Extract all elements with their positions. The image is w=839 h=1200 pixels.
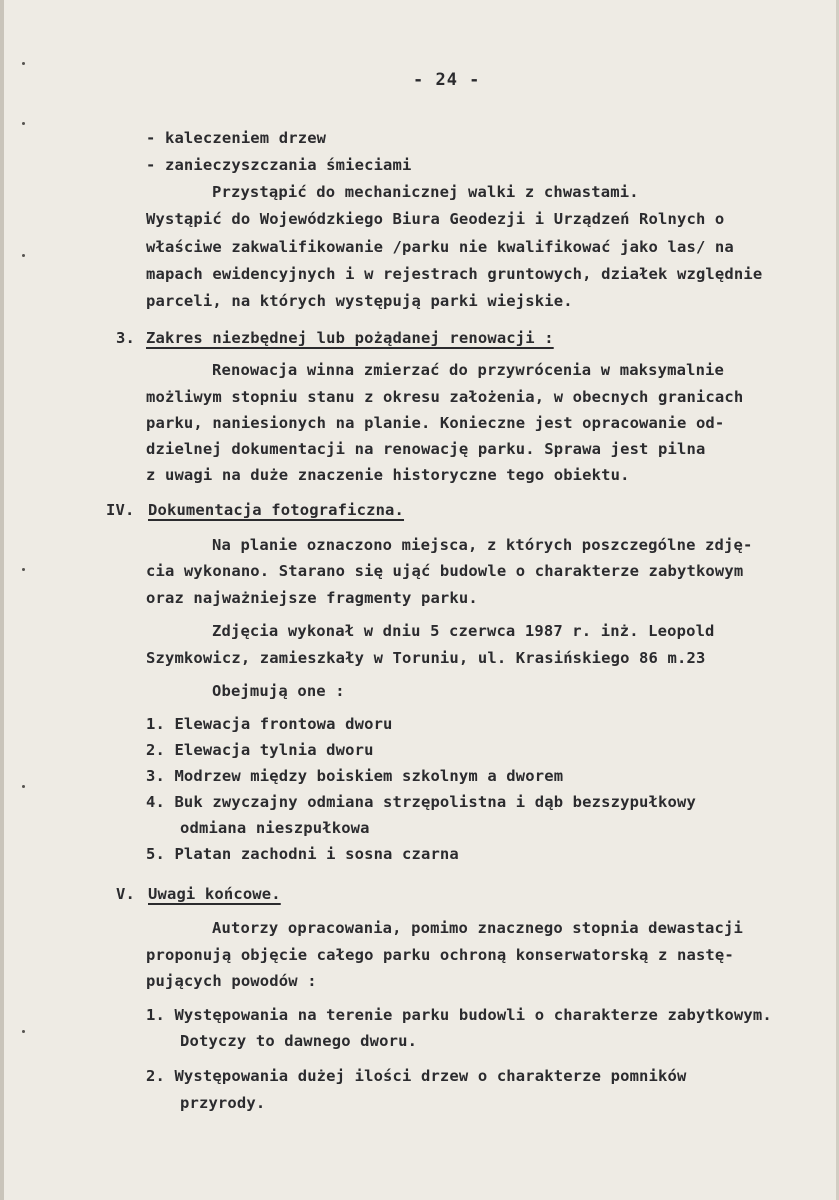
paragraph-line: pujących powodów : xyxy=(146,972,317,990)
list-item: 1. Występowania na terenie parku budowli o charakterze zabytkowym. xyxy=(146,1006,772,1024)
section-heading: Dokumentacja fotograficzna. xyxy=(148,501,405,519)
binding-hole-mark xyxy=(22,62,25,65)
binding-hole-mark xyxy=(22,568,25,571)
list-item: 3. Modrzew między boiskiem szkolnym a dworem xyxy=(146,767,564,785)
binding-hole-mark xyxy=(22,1030,25,1033)
section-heading: Uwagi końcowe. xyxy=(148,885,281,903)
paragraph-line: parceli, na których występują parki wiejskie. xyxy=(146,292,573,310)
binding-hole-mark xyxy=(22,122,25,125)
list-item-continuation: Dotyczy to dawnego dworu. xyxy=(180,1032,418,1050)
section-number: 3. xyxy=(116,329,135,347)
list-item: 4. Buk zwyczajny odmiana strzępolistna i dąb bezszypułkowy xyxy=(146,793,696,811)
page-number: - 24 - xyxy=(413,70,481,90)
paragraph-line: Szymkowicz, zamieszkały w Toruniu, ul. Krasińskiego 86 m.23 xyxy=(146,649,706,667)
section-number: V. xyxy=(116,885,135,903)
list-item: 2. Elewacja tylnia dworu xyxy=(146,741,374,759)
paragraph-line: Zdjęcia wykonał w dniu 5 czerwca 1987 r. inż. Leopold xyxy=(212,622,715,640)
list-item: 2. Występowania dużej ilości drzew o charakterze pomników xyxy=(146,1067,687,1085)
paragraph-line: możliwym stopniu stanu z okresu założenia, w obecnych granicach xyxy=(146,388,744,406)
list-item: 5. Platan zachodni i sosna czarna xyxy=(146,845,459,863)
paragraph-line: proponują objęcie całego parku ochroną konserwatorską z nastę- xyxy=(146,946,734,964)
paragraph-line: oraz najważniejsze fragmenty parku. xyxy=(146,589,478,607)
list-item: 1. Elewacja frontowa dworu xyxy=(146,715,393,733)
paragraph-line: Na planie oznaczono miejsca, z których poszczególne zdję- xyxy=(212,536,753,554)
paragraph-line: parku, naniesionych na planie. Konieczne jest opracowanie od- xyxy=(146,414,725,432)
binding-hole-mark xyxy=(22,785,25,788)
paragraph-line: dzielnej dokumentacji na renowację parku. Sprawa jest pilna xyxy=(146,440,706,458)
list-item-continuation: przyrody. xyxy=(180,1094,266,1112)
list-item-continuation: odmiana nieszpułkowa xyxy=(180,819,370,837)
paragraph-line: mapach ewidencyjnych i w rejestrach gruntowych, działek względnie xyxy=(146,265,763,283)
section-number: IV. xyxy=(106,501,135,519)
page-left-edge xyxy=(0,0,4,1200)
paragraph-line: cia wykonano. Starano się ująć budowle o charakterze zabytkowym xyxy=(146,562,744,580)
paragraph-line: Renowacja winna zmierzać do przywrócenia w maksymalnie xyxy=(212,361,725,379)
paragraph-line: Przystąpić do mechanicznej walki z chwastami. xyxy=(212,183,639,201)
dash-item: - zanieczyszczania śmieciami xyxy=(146,156,412,174)
section-heading: Zakres niezbędnej lub pożądanej renowacji : xyxy=(146,329,554,347)
paragraph-line: Autorzy opracowania, pomimo znacznego stopnia dewastacji xyxy=(212,919,743,937)
paragraph-line: z uwagi na duże znaczenie historyczne tego obiektu. xyxy=(146,466,630,484)
binding-hole-mark xyxy=(22,254,25,257)
paragraph-line: właściwe zakwalifikowanie /parku nie kwalifikować jako las/ na xyxy=(146,238,734,256)
list-intro: Obejmują one : xyxy=(212,682,345,700)
paragraph-line: Wystąpić do Wojewódzkiego Biura Geodezji i Urządzeń Rolnych o xyxy=(146,210,725,228)
dash-item: - kaleczeniem drzew xyxy=(146,129,327,147)
